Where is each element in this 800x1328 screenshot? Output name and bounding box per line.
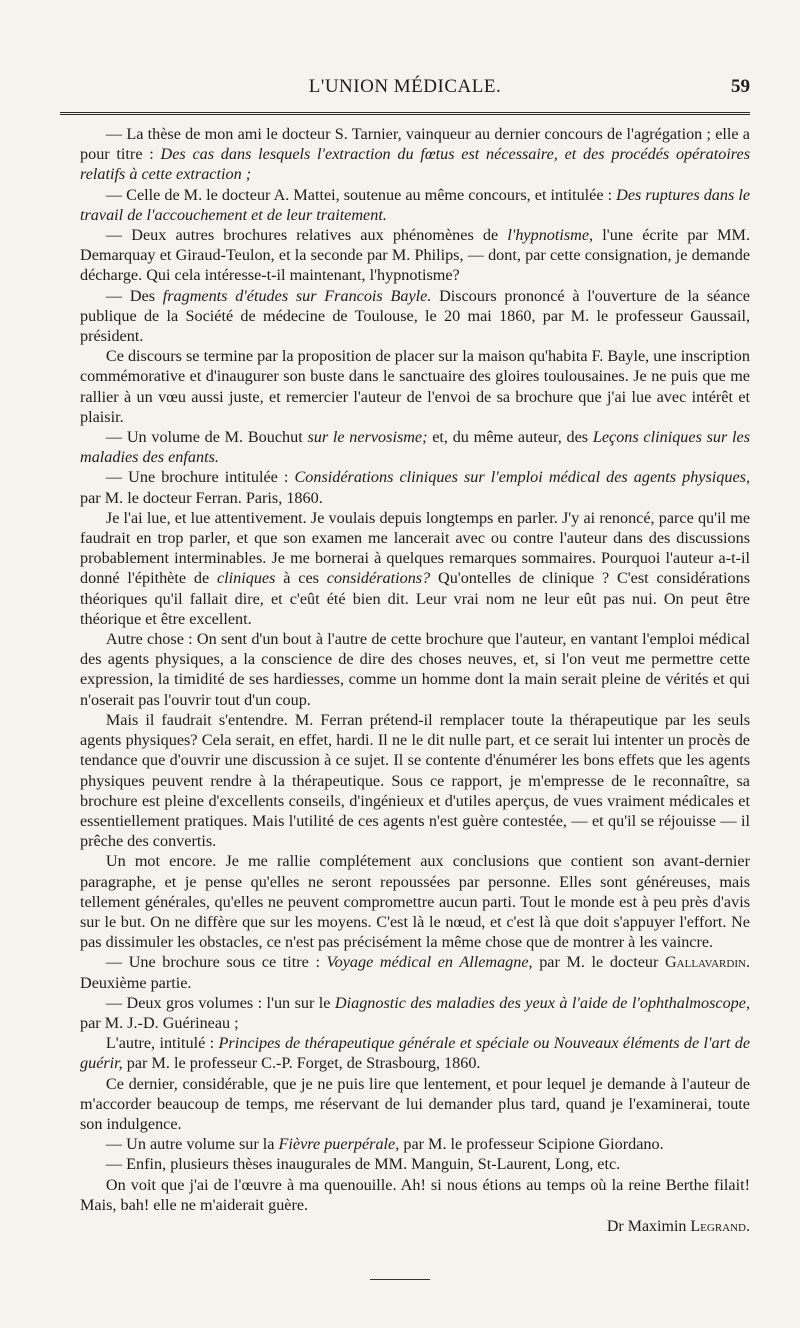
running-head xyxy=(60,72,750,106)
text-run: L'autre, intitulé : xyxy=(105,1034,219,1053)
paragraph xyxy=(80,993,750,1033)
text-run: . Deuxième partie. xyxy=(80,953,750,992)
paragraph xyxy=(80,710,750,851)
italic-text: Considérations cliniques sur l'emploi médical des agents physiques, xyxy=(294,468,750,487)
text-run: — Enfin, plusieurs thèses inaugurales de MM. Manguin, St-Laurent, Long, etc. xyxy=(105,1155,621,1174)
text-run: Ce discours se termine par la proposition de placer sur la maison qu'habita F. Bayle, une inscription commémorative et d'inaugurer son buste dans le sanctuaire des gloires toulousaines. Je ne puis que me rallier à un vœu aussi juste, et remercier l'auteur de l'envoi de sa brochure que j'ai lue avec intérêt et plaisir. xyxy=(80,347,750,426)
paragraph xyxy=(80,1033,750,1073)
journal-title: L'UNION MÉDICALE. xyxy=(308,76,502,97)
text-run: — Un autre volume sur la xyxy=(105,1135,279,1154)
author-signature xyxy=(80,1217,750,1237)
end-rule xyxy=(370,1279,430,1280)
text-run: Mais il faudrait s'entendre. M. Ferran prétend-il remplacer toute la thérapeutique par les seuls agents physiques? Cela serait, en effet, hardi. Il ne le dit nulle part, et ce serait lui intenter un procès de tendance que d'ouvrir une discussion à ce sujet. Il se contente d'énumérer les bons effets que les agents physiques peuvent rendre à la thérapeutique. Sous ce rapport, je m'empresse de le reconnaître, sa brochure est pleine d'excellents conseils, d'ingénieux et d'utiles aperçus, de vues vraiment médicales et essentiellement pratiques. Mais l'utilité de ces agents n'est guère contestée, — et qu'il se réjouisse — il prêche des convertis. xyxy=(80,710,750,851)
text-run: à ces xyxy=(275,569,327,588)
paragraph xyxy=(80,1074,750,1135)
italic-text: Principes de thérapeutique générale et spéciale ou Nouveaux éléments de l'art de guérir, xyxy=(80,1034,751,1073)
text-run: Qu'ontelles de clinique ? C'est considérations théoriques qu'il fallait dire, et c'eût été bien dit. Leur vrai nom ne leur eût pas nui. On peut être théorique et être excellent. xyxy=(80,569,750,628)
text-run: — Une brochure intitulée : xyxy=(105,468,295,487)
italic-text: Voyage médical en Allemagne, xyxy=(326,953,533,972)
signature-prefix: Dr Maximin xyxy=(606,1217,691,1235)
text-run: — Un volume de M. Bouchut xyxy=(105,428,308,447)
text-run: et, du même auteur, des xyxy=(427,428,593,447)
text-run: l'une écrite par MM. Demarquay et Giraud-Teulon, et la seconde par M. Philips, — dont, par cette consignation, je demande décharge. Qui cela intéresse-t-il maintenant, l'hypnotisme? xyxy=(80,226,750,285)
italic-text: sur le nervosisme; xyxy=(307,428,428,447)
italic-text: Leçons cliniques sur les maladies des enfants. xyxy=(80,428,751,467)
text-run: par M. le professeur C.-P. Forget, de Strasbourg, 1860. xyxy=(122,1054,481,1073)
paragraph xyxy=(80,508,750,629)
paragraph xyxy=(80,1175,750,1215)
text-run: par M. le professeur Scipione Giordano. xyxy=(399,1135,664,1154)
text-run: Autre chose : On sent d'un bout à l'autre de cette brochure que l'auteur, en vantant l'emploi médical des agents physiques, a la conscience de dire des choses neuves, et, si l'on veut me permettre cette expression, la timidité de ses hardiesses, comme un homme dont la main serait pleine de vérités et qui n'oserait pas l'ouvrir tout d'un coup. xyxy=(80,630,750,709)
paragraph xyxy=(80,286,750,347)
italic-text: Fièvre puerpérale, xyxy=(278,1135,400,1154)
text-run: Discours prononcé à l'ouverture de la séance publique de la Société de médecine de Toulouse, le 20 mai 1860, par M. le professeur Gaussail, président. xyxy=(80,286,750,346)
text-run: par M. le docteur Ferran. Paris, 1860. xyxy=(80,488,323,507)
italic-text: Des cas dans lesquels l'extraction du fœtus est nécessaire, et des procédés opératoires relatifs à cette extraction ; xyxy=(80,145,750,184)
text-run: Ce dernier, considérable, que je ne puis lire que lentement, et pour lequel je demande à l'auteur de m'accorder beaucoup de temps, me réservant de lui demander plus tard, quand je l'examinerai, toute son indulgence. xyxy=(80,1074,750,1133)
paragraph xyxy=(80,467,750,507)
text-run: On voit que j'ai de l'œuvre à ma quenouille. Ah! si nous étions au temps où la reine Berthe filait! Mais, bah! elle ne m'aiderait guère. xyxy=(80,1175,750,1214)
text-run: Un mot encore. Je me rallie complétement aux conclusions que contient son avant-dernier paragraphe, et je pense qu'elles ne seront repoussées par personne. Elles sont généreuses, mais tellement générales, qu'elles ne peuvent compromettre aucun parti. Tout le monde est à peu près d'avis sur le but. On ne diffère que sur les moyens. C'est là le nœud, et c'est là que doit s'appuyer l'effort. Ne pas dissimuler les obstacles, ce n'est pas précisément la même chose que de montrer à les vaincre. xyxy=(80,852,750,952)
paragraph xyxy=(80,629,750,710)
italic-text: Des ruptures dans le travail de l'accouchement et de leur traitement. xyxy=(80,185,751,224)
paragraph xyxy=(80,185,750,225)
text-run: par M. le docteur xyxy=(532,953,665,972)
text-run: — Deux autres brochures relatives aux phénomènes de xyxy=(105,226,508,245)
italic-text: l'hypnotisme, xyxy=(507,226,594,245)
text-run: Je l'ai lue, et lue attentivement. Je voulais depuis longtemps en parler. J'y ai renoncé, parce qu'il me faudrait en trop parler, et que son examen me lancerait avec ou contre l'auteur dans des discussions probablement interminables. Je me bornerai à quelques remarques sommaires. Pourquoi l'auteur a-t-il donné l'épithète de xyxy=(80,508,750,588)
italic-text: Diagnostic des maladies des yeux à l'aide de l'ophthalmoscope, xyxy=(334,993,750,1012)
paragraph xyxy=(80,346,750,427)
text-run: — Deux gros volumes : l'un sur le xyxy=(105,993,335,1012)
text-run: — Une brochure sous ce titre : xyxy=(105,953,327,972)
text-run: — Celle de M. le docteur A. Mattei, soutenue au même concours, et intitulée : xyxy=(105,185,617,204)
paragraph xyxy=(80,1134,750,1154)
text-run: — La thèse de mon ami le docteur S. Tarnier, vainqueur au dernier concours de l'agrégation ; elle a pour titre : xyxy=(80,125,750,164)
paragraph xyxy=(80,124,750,185)
signature-name: Legrand. xyxy=(690,1217,750,1235)
italic-text: considérations? xyxy=(326,569,431,588)
italic-text: fragments d'études sur Francois Bayle. xyxy=(162,286,432,305)
text-run: Gallavardin xyxy=(664,953,746,972)
text-run: par M. J.-D. Guérineau ; xyxy=(80,1013,239,1032)
italic-text: cliniques xyxy=(216,569,276,588)
page-number: 59 xyxy=(731,76,750,97)
text-run: — Des xyxy=(105,286,163,305)
article-body xyxy=(80,124,750,1237)
paragraph xyxy=(80,1154,750,1174)
paragraph xyxy=(80,427,750,467)
header-rule xyxy=(60,112,750,115)
paragraph xyxy=(80,225,750,286)
paragraph xyxy=(80,952,750,992)
paragraph xyxy=(80,851,750,952)
